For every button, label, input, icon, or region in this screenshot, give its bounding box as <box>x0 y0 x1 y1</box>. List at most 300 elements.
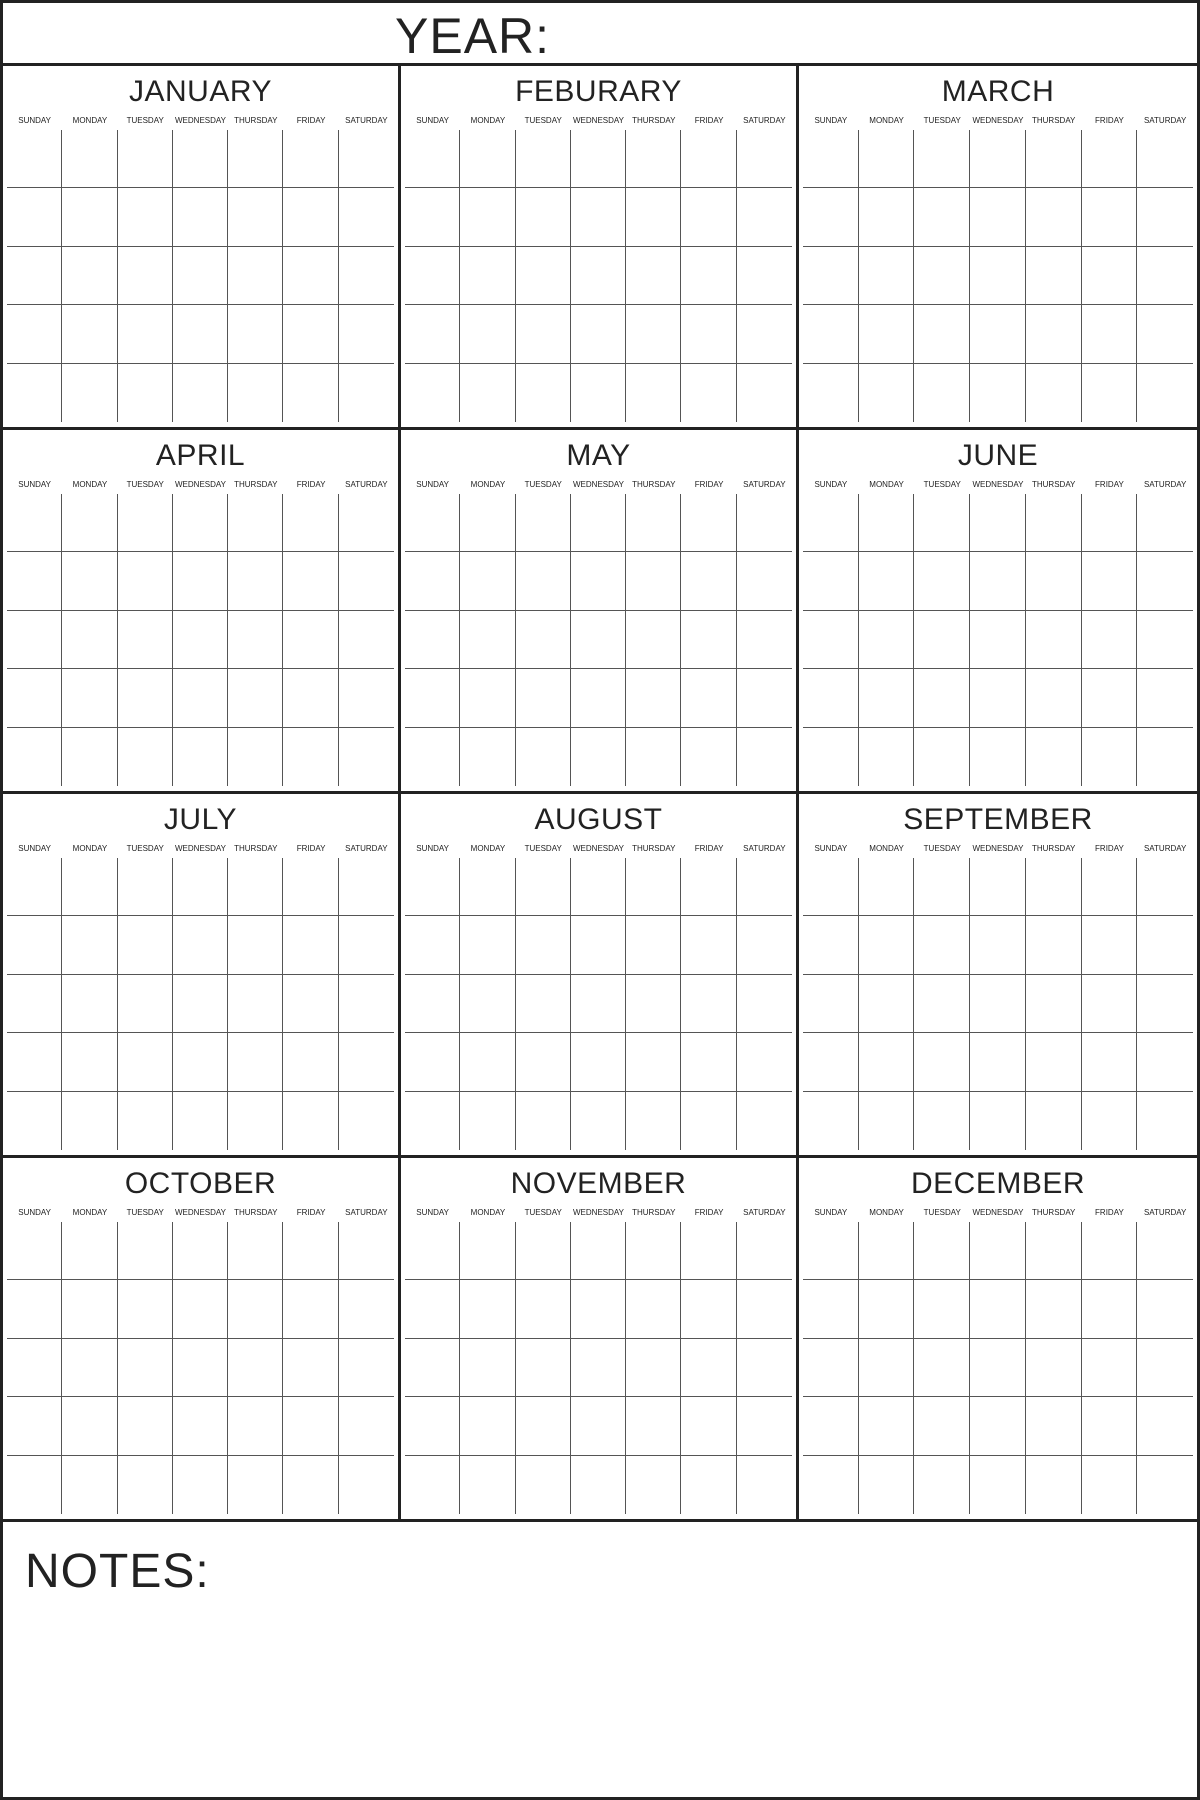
day-cell[interactable] <box>970 494 1026 552</box>
day-cell[interactable] <box>571 1092 626 1150</box>
day-cell[interactable] <box>173 1456 228 1514</box>
day-cell[interactable] <box>118 247 173 305</box>
day-cell[interactable] <box>681 858 736 916</box>
day-cell[interactable] <box>460 305 515 363</box>
day-cell[interactable] <box>1137 916 1193 974</box>
day-cell[interactable] <box>460 494 515 552</box>
day-cell[interactable] <box>1082 247 1138 305</box>
day-cell[interactable] <box>859 728 915 786</box>
day-cell[interactable] <box>1082 364 1138 422</box>
day-cell[interactable] <box>118 1397 173 1455</box>
day-cell[interactable] <box>681 1397 736 1455</box>
day-cell[interactable] <box>228 975 283 1033</box>
day-cell[interactable] <box>737 1456 792 1514</box>
day-cell[interactable] <box>7 916 62 974</box>
day-cell[interactable] <box>228 1456 283 1514</box>
day-cell[interactable] <box>1137 364 1193 422</box>
day-cell[interactable] <box>1137 247 1193 305</box>
day-cell[interactable] <box>405 305 460 363</box>
day-cell[interactable] <box>914 669 970 727</box>
day-cell[interactable] <box>62 1339 117 1397</box>
day-cell[interactable] <box>970 1222 1026 1280</box>
day-cell[interactable] <box>516 494 571 552</box>
day-cell[interactable] <box>571 130 626 188</box>
day-cell[interactable] <box>516 728 571 786</box>
day-cell[interactable] <box>571 552 626 610</box>
day-cell[interactable] <box>516 858 571 916</box>
day-cell[interactable] <box>737 1397 792 1455</box>
day-cell[interactable] <box>803 858 859 916</box>
day-cell[interactable] <box>118 1092 173 1150</box>
day-cell[interactable] <box>803 975 859 1033</box>
day-cell[interactable] <box>737 728 792 786</box>
day-cell[interactable] <box>173 728 228 786</box>
notes-area[interactable] <box>3 1522 1197 1797</box>
day-cell[interactable] <box>859 611 915 669</box>
day-cell[interactable] <box>516 669 571 727</box>
day-cell[interactable] <box>283 247 338 305</box>
day-cell[interactable] <box>283 611 338 669</box>
day-cell[interactable] <box>7 1456 62 1514</box>
day-cell[interactable] <box>681 1339 736 1397</box>
day-cell[interactable] <box>970 364 1026 422</box>
day-cell[interactable] <box>1137 305 1193 363</box>
day-cell[interactable] <box>571 1033 626 1091</box>
day-cell[interactable] <box>283 858 338 916</box>
day-cell[interactable] <box>681 975 736 1033</box>
day-cell[interactable] <box>7 669 62 727</box>
day-cell[interactable] <box>339 1280 394 1338</box>
day-cell[interactable] <box>516 975 571 1033</box>
day-cell[interactable] <box>7 1033 62 1091</box>
day-cell[interactable] <box>803 1092 859 1150</box>
day-cell[interactable] <box>228 130 283 188</box>
day-cell[interactable] <box>1026 1397 1082 1455</box>
day-cell[interactable] <box>118 975 173 1033</box>
day-cell[interactable] <box>405 858 460 916</box>
day-cell[interactable] <box>118 1033 173 1091</box>
day-cell[interactable] <box>516 1222 571 1280</box>
day-cell[interactable] <box>626 552 681 610</box>
day-cell[interactable] <box>228 247 283 305</box>
day-cell[interactable] <box>914 552 970 610</box>
day-cell[interactable] <box>737 305 792 363</box>
day-cell[interactable] <box>405 1222 460 1280</box>
day-cell[interactable] <box>405 130 460 188</box>
day-cell[interactable] <box>516 1456 571 1514</box>
day-cell[interactable] <box>626 1033 681 1091</box>
day-cell[interactable] <box>1137 669 1193 727</box>
day-cell[interactable] <box>228 728 283 786</box>
day-cell[interactable] <box>571 494 626 552</box>
day-cell[interactable] <box>1082 1280 1138 1338</box>
day-cell[interactable] <box>626 1339 681 1397</box>
day-cell[interactable] <box>970 1033 1026 1091</box>
day-cell[interactable] <box>1026 1280 1082 1338</box>
day-cell[interactable] <box>626 611 681 669</box>
day-cell[interactable] <box>914 611 970 669</box>
day-cell[interactable] <box>405 1092 460 1150</box>
day-cell[interactable] <box>283 1456 338 1514</box>
day-cell[interactable] <box>571 611 626 669</box>
day-cell[interactable] <box>681 494 736 552</box>
day-cell[interactable] <box>173 552 228 610</box>
day-cell[interactable] <box>914 1339 970 1397</box>
day-cell[interactable] <box>803 305 859 363</box>
day-cell[interactable] <box>803 611 859 669</box>
day-cell[interactable] <box>571 1397 626 1455</box>
day-cell[interactable] <box>1137 858 1193 916</box>
day-cell[interactable] <box>571 858 626 916</box>
day-cell[interactable] <box>516 247 571 305</box>
day-cell[interactable] <box>1137 552 1193 610</box>
day-cell[interactable] <box>859 1092 915 1150</box>
day-cell[interactable] <box>914 1222 970 1280</box>
day-cell[interactable] <box>516 1397 571 1455</box>
day-cell[interactable] <box>914 858 970 916</box>
day-cell[interactable] <box>7 858 62 916</box>
day-cell[interactable] <box>859 1456 915 1514</box>
day-cell[interactable] <box>7 247 62 305</box>
day-cell[interactable] <box>626 1280 681 1338</box>
day-cell[interactable] <box>339 858 394 916</box>
day-cell[interactable] <box>970 552 1026 610</box>
day-cell[interactable] <box>970 975 1026 1033</box>
day-cell[interactable] <box>228 494 283 552</box>
day-cell[interactable] <box>1026 1456 1082 1514</box>
day-cell[interactable] <box>681 1280 736 1338</box>
day-cell[interactable] <box>1026 858 1082 916</box>
day-cell[interactable] <box>460 552 515 610</box>
day-cell[interactable] <box>62 975 117 1033</box>
day-cell[interactable] <box>405 188 460 246</box>
day-cell[interactable] <box>914 1456 970 1514</box>
day-cell[interactable] <box>737 669 792 727</box>
day-cell[interactable] <box>228 858 283 916</box>
day-cell[interactable] <box>516 364 571 422</box>
day-cell[interactable] <box>626 247 681 305</box>
day-cell[interactable] <box>1082 1092 1138 1150</box>
day-cell[interactable] <box>803 364 859 422</box>
day-cell[interactable] <box>339 1456 394 1514</box>
day-cell[interactable] <box>173 364 228 422</box>
day-cell[interactable] <box>339 1092 394 1150</box>
day-cell[interactable] <box>173 494 228 552</box>
day-cell[interactable] <box>62 1280 117 1338</box>
day-cell[interactable] <box>970 1092 1026 1150</box>
day-cell[interactable] <box>1082 858 1138 916</box>
day-cell[interactable] <box>1137 1033 1193 1091</box>
day-cell[interactable] <box>283 364 338 422</box>
day-cell[interactable] <box>460 611 515 669</box>
day-cell[interactable] <box>914 364 970 422</box>
day-cell[interactable] <box>1137 1456 1193 1514</box>
day-cell[interactable] <box>228 669 283 727</box>
day-cell[interactable] <box>681 916 736 974</box>
day-cell[interactable] <box>228 1339 283 1397</box>
day-cell[interactable] <box>681 364 736 422</box>
day-cell[interactable] <box>970 858 1026 916</box>
day-cell[interactable] <box>283 1280 338 1338</box>
day-cell[interactable] <box>7 130 62 188</box>
day-cell[interactable] <box>62 1397 117 1455</box>
day-cell[interactable] <box>7 305 62 363</box>
day-cell[interactable] <box>405 1397 460 1455</box>
day-cell[interactable] <box>7 728 62 786</box>
day-cell[interactable] <box>118 669 173 727</box>
day-cell[interactable] <box>339 130 394 188</box>
day-cell[interactable] <box>1137 130 1193 188</box>
day-cell[interactable] <box>283 1222 338 1280</box>
day-cell[interactable] <box>118 1339 173 1397</box>
day-cell[interactable] <box>737 552 792 610</box>
day-cell[interactable] <box>62 188 117 246</box>
day-cell[interactable] <box>737 1033 792 1091</box>
day-cell[interactable] <box>681 188 736 246</box>
day-cell[interactable] <box>914 305 970 363</box>
day-cell[interactable] <box>803 494 859 552</box>
day-cell[interactable] <box>1082 1222 1138 1280</box>
day-cell[interactable] <box>405 1280 460 1338</box>
day-cell[interactable] <box>405 728 460 786</box>
day-cell[interactable] <box>516 130 571 188</box>
day-cell[interactable] <box>516 916 571 974</box>
day-cell[interactable] <box>1026 188 1082 246</box>
day-cell[interactable] <box>405 916 460 974</box>
day-cell[interactable] <box>1137 728 1193 786</box>
day-cell[interactable] <box>681 247 736 305</box>
day-cell[interactable] <box>118 1222 173 1280</box>
day-cell[interactable] <box>228 1092 283 1150</box>
day-cell[interactable] <box>228 1222 283 1280</box>
day-cell[interactable] <box>803 552 859 610</box>
day-cell[interactable] <box>283 728 338 786</box>
day-cell[interactable] <box>1137 1280 1193 1338</box>
day-cell[interactable] <box>1082 188 1138 246</box>
day-cell[interactable] <box>1026 130 1082 188</box>
day-cell[interactable] <box>460 669 515 727</box>
day-cell[interactable] <box>339 1033 394 1091</box>
day-cell[interactable] <box>970 130 1026 188</box>
day-cell[interactable] <box>914 1033 970 1091</box>
day-cell[interactable] <box>1137 1222 1193 1280</box>
day-cell[interactable] <box>859 1339 915 1397</box>
day-cell[interactable] <box>460 975 515 1033</box>
day-cell[interactable] <box>571 916 626 974</box>
day-cell[interactable] <box>737 247 792 305</box>
day-cell[interactable] <box>228 364 283 422</box>
day-cell[interactable] <box>1082 728 1138 786</box>
day-cell[interactable] <box>62 364 117 422</box>
day-cell[interactable] <box>859 305 915 363</box>
day-cell[interactable] <box>118 130 173 188</box>
day-cell[interactable] <box>737 975 792 1033</box>
day-cell[interactable] <box>405 611 460 669</box>
day-cell[interactable] <box>405 975 460 1033</box>
day-cell[interactable] <box>859 247 915 305</box>
day-cell[interactable] <box>1082 130 1138 188</box>
day-cell[interactable] <box>737 188 792 246</box>
day-cell[interactable] <box>737 494 792 552</box>
day-cell[interactable] <box>173 669 228 727</box>
day-cell[interactable] <box>516 1033 571 1091</box>
day-cell[interactable] <box>914 916 970 974</box>
day-cell[interactable] <box>1026 305 1082 363</box>
day-cell[interactable] <box>339 916 394 974</box>
day-cell[interactable] <box>970 669 1026 727</box>
day-cell[interactable] <box>803 130 859 188</box>
day-cell[interactable] <box>339 1222 394 1280</box>
day-cell[interactable] <box>283 1092 338 1150</box>
day-cell[interactable] <box>460 728 515 786</box>
day-cell[interactable] <box>173 1033 228 1091</box>
day-cell[interactable] <box>7 552 62 610</box>
day-cell[interactable] <box>626 1222 681 1280</box>
day-cell[interactable] <box>626 305 681 363</box>
day-cell[interactable] <box>681 669 736 727</box>
day-cell[interactable] <box>803 1339 859 1397</box>
day-cell[interactable] <box>859 130 915 188</box>
day-cell[interactable] <box>460 130 515 188</box>
day-cell[interactable] <box>1082 1456 1138 1514</box>
day-cell[interactable] <box>737 1280 792 1338</box>
day-cell[interactable] <box>283 1033 338 1091</box>
day-cell[interactable] <box>737 1092 792 1150</box>
day-cell[interactable] <box>737 611 792 669</box>
day-cell[interactable] <box>571 1222 626 1280</box>
day-cell[interactable] <box>173 916 228 974</box>
day-cell[interactable] <box>62 1033 117 1091</box>
day-cell[interactable] <box>173 247 228 305</box>
day-cell[interactable] <box>571 364 626 422</box>
day-cell[interactable] <box>1082 1339 1138 1397</box>
day-cell[interactable] <box>283 552 338 610</box>
day-cell[interactable] <box>970 247 1026 305</box>
day-cell[interactable] <box>405 1033 460 1091</box>
day-cell[interactable] <box>626 916 681 974</box>
day-cell[interactable] <box>173 1222 228 1280</box>
day-cell[interactable] <box>681 552 736 610</box>
day-cell[interactable] <box>914 1092 970 1150</box>
year-field[interactable] <box>3 3 1197 66</box>
day-cell[interactable] <box>1026 247 1082 305</box>
day-cell[interactable] <box>914 728 970 786</box>
day-cell[interactable] <box>7 364 62 422</box>
day-cell[interactable] <box>7 1397 62 1455</box>
day-cell[interactable] <box>460 364 515 422</box>
day-cell[interactable] <box>970 1397 1026 1455</box>
day-cell[interactable] <box>460 1033 515 1091</box>
day-cell[interactable] <box>1026 364 1082 422</box>
day-cell[interactable] <box>7 975 62 1033</box>
day-cell[interactable] <box>970 916 1026 974</box>
day-cell[interactable] <box>405 552 460 610</box>
day-cell[interactable] <box>283 1397 338 1455</box>
day-cell[interactable] <box>626 188 681 246</box>
day-cell[interactable] <box>1082 552 1138 610</box>
day-cell[interactable] <box>859 1397 915 1455</box>
day-cell[interactable] <box>228 611 283 669</box>
day-cell[interactable] <box>339 1339 394 1397</box>
day-cell[interactable] <box>118 364 173 422</box>
day-cell[interactable] <box>62 1092 117 1150</box>
day-cell[interactable] <box>1026 1033 1082 1091</box>
day-cell[interactable] <box>681 1456 736 1514</box>
day-cell[interactable] <box>283 305 338 363</box>
day-cell[interactable] <box>62 611 117 669</box>
day-cell[interactable] <box>62 130 117 188</box>
day-cell[interactable] <box>173 1397 228 1455</box>
day-cell[interactable] <box>681 1222 736 1280</box>
day-cell[interactable] <box>1026 1222 1082 1280</box>
day-cell[interactable] <box>405 364 460 422</box>
day-cell[interactable] <box>1082 975 1138 1033</box>
day-cell[interactable] <box>118 552 173 610</box>
day-cell[interactable] <box>571 1280 626 1338</box>
day-cell[interactable] <box>460 916 515 974</box>
day-cell[interactable] <box>62 552 117 610</box>
day-cell[interactable] <box>228 188 283 246</box>
day-cell[interactable] <box>859 1280 915 1338</box>
day-cell[interactable] <box>228 305 283 363</box>
day-cell[interactable] <box>405 494 460 552</box>
day-cell[interactable] <box>859 494 915 552</box>
day-cell[interactable] <box>571 1339 626 1397</box>
day-cell[interactable] <box>339 728 394 786</box>
day-cell[interactable] <box>803 247 859 305</box>
day-cell[interactable] <box>1082 669 1138 727</box>
day-cell[interactable] <box>859 552 915 610</box>
day-cell[interactable] <box>173 305 228 363</box>
day-cell[interactable] <box>914 1397 970 1455</box>
day-cell[interactable] <box>283 494 338 552</box>
day-cell[interactable] <box>283 130 338 188</box>
day-cell[interactable] <box>62 1222 117 1280</box>
day-cell[interactable] <box>228 1397 283 1455</box>
day-cell[interactable] <box>1082 1397 1138 1455</box>
day-cell[interactable] <box>626 669 681 727</box>
day-cell[interactable] <box>516 1092 571 1150</box>
day-cell[interactable] <box>803 728 859 786</box>
day-cell[interactable] <box>173 858 228 916</box>
day-cell[interactable] <box>7 1222 62 1280</box>
day-cell[interactable] <box>970 1339 1026 1397</box>
day-cell[interactable] <box>626 1397 681 1455</box>
day-cell[interactable] <box>173 975 228 1033</box>
day-cell[interactable] <box>516 611 571 669</box>
day-cell[interactable] <box>228 1033 283 1091</box>
day-cell[interactable] <box>7 1280 62 1338</box>
day-cell[interactable] <box>1082 916 1138 974</box>
day-cell[interactable] <box>7 188 62 246</box>
day-cell[interactable] <box>460 1222 515 1280</box>
day-cell[interactable] <box>62 494 117 552</box>
day-cell[interactable] <box>803 1456 859 1514</box>
day-cell[interactable] <box>914 975 970 1033</box>
day-cell[interactable] <box>859 916 915 974</box>
day-cell[interactable] <box>283 975 338 1033</box>
day-cell[interactable] <box>339 247 394 305</box>
day-cell[interactable] <box>803 916 859 974</box>
day-cell[interactable] <box>62 916 117 974</box>
day-cell[interactable] <box>516 1339 571 1397</box>
day-cell[interactable] <box>118 728 173 786</box>
day-cell[interactable] <box>626 975 681 1033</box>
day-cell[interactable] <box>803 1033 859 1091</box>
day-cell[interactable] <box>118 305 173 363</box>
day-cell[interactable] <box>803 1222 859 1280</box>
day-cell[interactable] <box>1026 1092 1082 1150</box>
